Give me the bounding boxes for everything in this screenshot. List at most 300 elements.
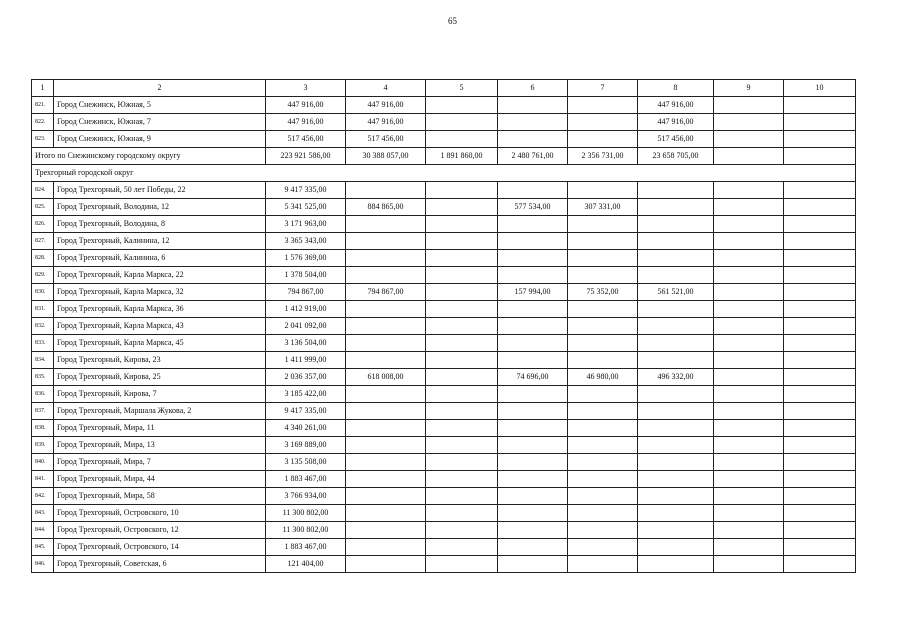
row-number: 828. (32, 250, 54, 267)
column-header: 9 (714, 80, 784, 97)
value-cell (498, 250, 568, 267)
value-cell (346, 352, 426, 369)
value-cell (426, 301, 498, 318)
value-cell (568, 216, 638, 233)
address-cell: Город Трехгорный, Карла Маркса, 45 (54, 335, 266, 352)
value-cell (568, 301, 638, 318)
value-cell (784, 420, 856, 437)
value-cell (498, 522, 568, 539)
value-cell (714, 267, 784, 284)
row-number: 842. (32, 488, 54, 505)
value-cell (784, 301, 856, 318)
value-cell (568, 97, 638, 114)
value-cell (714, 539, 784, 556)
value-cell (714, 403, 784, 420)
value-cell (568, 352, 638, 369)
value-cell: 447 916,00 (638, 114, 714, 131)
table-row (32, 97, 856, 114)
value-cell: 3 185 422,00 (266, 386, 346, 403)
row-number: 823. (32, 131, 54, 148)
address-cell: Город Трехгорный, Володина, 12 (54, 199, 266, 216)
value-cell (498, 539, 568, 556)
value-cell (346, 471, 426, 488)
value-cell (346, 216, 426, 233)
value-cell (714, 386, 784, 403)
address-cell: Город Трехгорный, Володина, 8 (54, 216, 266, 233)
value-cell: 447 916,00 (266, 97, 346, 114)
value-cell (426, 369, 498, 386)
table-row (32, 352, 856, 369)
value-cell (568, 505, 638, 522)
value-cell (714, 471, 784, 488)
value-cell: 561 521,00 (638, 284, 714, 301)
page-number: 65 (448, 16, 457, 26)
value-cell: 447 916,00 (346, 114, 426, 131)
row-number: 830. (32, 284, 54, 301)
value-cell: 3 169 889,00 (266, 437, 346, 454)
value-cell: 1 576 369,00 (266, 250, 346, 267)
value-cell (426, 539, 498, 556)
value-cell: 517 456,00 (346, 131, 426, 148)
value-cell (784, 335, 856, 352)
value-cell: 2 036 357,00 (266, 369, 346, 386)
column-header: 6 (498, 80, 568, 97)
column-header: 5 (426, 80, 498, 97)
value-cell (346, 335, 426, 352)
column-header: 10 (784, 80, 856, 97)
value-cell (498, 403, 568, 420)
value-cell: 1 378 504,00 (266, 267, 346, 284)
table-row (32, 216, 856, 233)
value-cell: 1 883 467,00 (266, 471, 346, 488)
value-cell (568, 522, 638, 539)
value-cell (784, 352, 856, 369)
value-cell (498, 301, 568, 318)
row-number: 836. (32, 386, 54, 403)
value-cell (426, 522, 498, 539)
value-cell (784, 131, 856, 148)
row-number: 833. (32, 335, 54, 352)
value-cell (568, 437, 638, 454)
address-cell: Город Трехгорный, Островского, 14 (54, 539, 266, 556)
value-cell (498, 386, 568, 403)
table-row (32, 539, 856, 556)
total-value-cell: 23 658 705,00 (638, 148, 714, 165)
row-number: 826. (32, 216, 54, 233)
value-cell (638, 539, 714, 556)
value-cell: 884 865,00 (346, 199, 426, 216)
value-cell (714, 437, 784, 454)
total-label: Итого по Снежинскому городскому округу (32, 148, 266, 165)
value-cell (638, 505, 714, 522)
value-cell (714, 352, 784, 369)
value-cell: 307 331,00 (568, 199, 638, 216)
row-number: 835. (32, 369, 54, 386)
table-row (32, 420, 856, 437)
total-value-cell: 223 921 586,00 (266, 148, 346, 165)
row-number: 824. (32, 182, 54, 199)
value-cell (638, 335, 714, 352)
total-value-cell: 2 480 761,00 (498, 148, 568, 165)
value-cell: 3 171 963,00 (266, 216, 346, 233)
value-cell (426, 284, 498, 301)
value-cell (346, 318, 426, 335)
row-number: 844. (32, 522, 54, 539)
value-cell (498, 454, 568, 471)
value-cell (714, 335, 784, 352)
value-cell (714, 420, 784, 437)
value-cell (346, 386, 426, 403)
row-number: 843. (32, 505, 54, 522)
value-cell (638, 386, 714, 403)
table-row (32, 454, 856, 471)
value-cell (638, 267, 714, 284)
value-cell (638, 471, 714, 488)
header-row (32, 80, 856, 97)
row-number: 834. (32, 352, 54, 369)
table-row (32, 199, 856, 216)
value-cell (426, 556, 498, 573)
address-cell: Город Трехгорный, Карла Маркса, 43 (54, 318, 266, 335)
value-cell (714, 284, 784, 301)
address-cell: Город Трехгорный, Мира, 44 (54, 471, 266, 488)
row-number: 840. (32, 454, 54, 471)
value-cell: 46 980,00 (568, 369, 638, 386)
value-cell: 577 534,00 (498, 199, 568, 216)
address-cell: Город Трехгорный, Кирова, 7 (54, 386, 266, 403)
section-row (32, 165, 856, 182)
address-cell: Город Трехгорный, Островского, 12 (54, 522, 266, 539)
table-row (32, 335, 856, 352)
row-number: 822. (32, 114, 54, 131)
value-cell (638, 488, 714, 505)
value-cell (568, 114, 638, 131)
row-number: 846. (32, 556, 54, 573)
value-cell (784, 233, 856, 250)
value-cell (346, 522, 426, 539)
value-cell (426, 335, 498, 352)
value-cell (638, 250, 714, 267)
value-cell (346, 250, 426, 267)
address-cell: Город Трехгорный, Карла Маркса, 32 (54, 284, 266, 301)
value-cell: 9 417 335,00 (266, 182, 346, 199)
row-number: 827. (32, 233, 54, 250)
value-cell: 9 417 335,00 (266, 403, 346, 420)
value-cell: 3 136 504,00 (266, 335, 346, 352)
value-cell (426, 318, 498, 335)
column-header: 1 (32, 80, 54, 97)
value-cell (714, 97, 784, 114)
value-cell (498, 471, 568, 488)
value-cell (638, 233, 714, 250)
value-cell (426, 199, 498, 216)
value-cell (784, 199, 856, 216)
row-number: 829. (32, 267, 54, 284)
row-number: 825. (32, 199, 54, 216)
value-cell (426, 352, 498, 369)
value-cell (568, 131, 638, 148)
table-row (32, 386, 856, 403)
value-cell (426, 114, 498, 131)
row-number: 832. (32, 318, 54, 335)
total-value-cell (714, 148, 784, 165)
value-cell (498, 131, 568, 148)
value-cell: 74 696,00 (498, 369, 568, 386)
value-cell (498, 505, 568, 522)
value-cell (568, 318, 638, 335)
address-cell: Город Трехгорный, Маршала Жукова, 2 (54, 403, 266, 420)
value-cell (714, 233, 784, 250)
value-cell (638, 318, 714, 335)
value-cell (784, 250, 856, 267)
value-cell: 447 916,00 (638, 97, 714, 114)
value-cell: 1 412 919,00 (266, 301, 346, 318)
value-cell: 1 411 999,00 (266, 352, 346, 369)
value-cell (714, 114, 784, 131)
column-header: 3 (266, 80, 346, 97)
table-row (32, 131, 856, 148)
table-row (32, 114, 856, 131)
value-cell (714, 488, 784, 505)
address-cell: Город Трехгорный, Кирова, 23 (54, 352, 266, 369)
value-cell (498, 114, 568, 131)
value-cell (784, 488, 856, 505)
value-cell: 794 867,00 (346, 284, 426, 301)
value-cell (426, 505, 498, 522)
value-cell (638, 182, 714, 199)
value-cell (568, 488, 638, 505)
value-cell (346, 301, 426, 318)
value-cell (638, 437, 714, 454)
address-cell: Город Трехгорный, Карла Маркса, 22 (54, 267, 266, 284)
value-cell: 517 456,00 (266, 131, 346, 148)
row-number: 837. (32, 403, 54, 420)
value-cell (498, 556, 568, 573)
value-cell (346, 233, 426, 250)
value-cell: 447 916,00 (346, 97, 426, 114)
table-row (32, 267, 856, 284)
table-row (32, 488, 856, 505)
value-cell (498, 420, 568, 437)
address-cell: Город Трехгорный, Калинина, 12 (54, 233, 266, 250)
address-cell: Город Трехгорный, Островского, 10 (54, 505, 266, 522)
address-cell: Город Трехгорный, Мира, 11 (54, 420, 266, 437)
value-cell (638, 199, 714, 216)
value-cell (714, 182, 784, 199)
value-cell (568, 454, 638, 471)
total-value-cell (784, 148, 856, 165)
value-cell: 11 300 802,00 (266, 505, 346, 522)
value-cell (426, 437, 498, 454)
value-cell (784, 369, 856, 386)
table-row (32, 182, 856, 199)
total-row (32, 148, 856, 165)
value-cell (638, 522, 714, 539)
total-value-cell: 2 356 731,00 (568, 148, 638, 165)
value-cell (426, 403, 498, 420)
value-cell: 4 340 261,00 (266, 420, 346, 437)
value-cell (426, 233, 498, 250)
value-cell (498, 352, 568, 369)
value-cell (784, 97, 856, 114)
value-cell (568, 403, 638, 420)
column-header: 8 (638, 80, 714, 97)
value-cell: 157 994,00 (498, 284, 568, 301)
address-cell: Город Трехгорный, Калинина, 6 (54, 250, 266, 267)
value-cell (714, 131, 784, 148)
value-cell: 794 867,00 (266, 284, 346, 301)
value-cell (498, 318, 568, 335)
value-cell (498, 97, 568, 114)
value-cell (426, 454, 498, 471)
value-cell (638, 403, 714, 420)
value-cell: 1 883 467,00 (266, 539, 346, 556)
table-row (32, 437, 856, 454)
value-cell (346, 182, 426, 199)
value-cell (426, 471, 498, 488)
value-cell (498, 488, 568, 505)
address-cell: Город Снежинск, Южная, 5 (54, 97, 266, 114)
value-cell (714, 199, 784, 216)
value-cell (784, 284, 856, 301)
value-cell (638, 556, 714, 573)
value-cell (714, 250, 784, 267)
value-cell (568, 335, 638, 352)
column-header: 7 (568, 80, 638, 97)
value-cell (498, 437, 568, 454)
value-cell (426, 97, 498, 114)
value-cell (498, 267, 568, 284)
total-value-cell: 1 891 860,00 (426, 148, 498, 165)
table-row (32, 505, 856, 522)
value-cell (426, 488, 498, 505)
value-cell (784, 471, 856, 488)
value-cell (784, 437, 856, 454)
total-value-cell: 30 388 057,00 (346, 148, 426, 165)
table-row (32, 522, 856, 539)
value-cell (426, 182, 498, 199)
address-cell: Город Трехгорный, Мира, 58 (54, 488, 266, 505)
value-cell (346, 505, 426, 522)
row-number: 845. (32, 539, 54, 556)
value-cell: 11 300 802,00 (266, 522, 346, 539)
value-cell (714, 369, 784, 386)
value-cell (346, 267, 426, 284)
value-cell (568, 556, 638, 573)
data-table (31, 79, 856, 573)
value-cell: 75 352,00 (568, 284, 638, 301)
address-cell: Город Снежинск, Южная, 9 (54, 131, 266, 148)
value-cell (784, 454, 856, 471)
value-cell (714, 318, 784, 335)
value-cell (426, 420, 498, 437)
table-row (32, 318, 856, 335)
table-row (32, 403, 856, 420)
value-cell (346, 488, 426, 505)
address-cell: Город Трехгорный, Советская, 6 (54, 556, 266, 573)
table-row (32, 250, 856, 267)
table-row (32, 556, 856, 573)
value-cell (346, 403, 426, 420)
value-cell (714, 301, 784, 318)
value-cell (568, 386, 638, 403)
value-cell (426, 131, 498, 148)
value-cell (638, 216, 714, 233)
table-row (32, 233, 856, 250)
value-cell: 496 332,00 (638, 369, 714, 386)
value-cell (498, 182, 568, 199)
value-cell: 121 404,00 (266, 556, 346, 573)
value-cell (498, 216, 568, 233)
value-cell: 3 766 934,00 (266, 488, 346, 505)
value-cell (346, 454, 426, 471)
value-cell (568, 420, 638, 437)
value-cell (638, 301, 714, 318)
value-cell (714, 556, 784, 573)
table-row (32, 471, 856, 488)
value-cell (784, 522, 856, 539)
address-cell: Город Трехгорный, Карла Маркса, 36 (54, 301, 266, 318)
value-cell: 2 041 092,00 (266, 318, 346, 335)
value-cell (638, 454, 714, 471)
row-number: 831. (32, 301, 54, 318)
address-cell: Город Трехгорный, Мира, 13 (54, 437, 266, 454)
table-row (32, 369, 856, 386)
address-cell: Город Трехгорный, 50 лет Победы, 22 (54, 182, 266, 199)
value-cell (784, 556, 856, 573)
value-cell (568, 233, 638, 250)
value-cell: 447 916,00 (266, 114, 346, 131)
address-cell: Город Трехгорный, Мира, 7 (54, 454, 266, 471)
value-cell (638, 352, 714, 369)
table-row (32, 284, 856, 301)
value-cell (568, 539, 638, 556)
value-cell (498, 233, 568, 250)
value-cell (784, 318, 856, 335)
value-cell (784, 114, 856, 131)
value-cell (346, 539, 426, 556)
value-cell (498, 335, 568, 352)
value-cell (638, 420, 714, 437)
value-cell: 3 365 343,00 (266, 233, 346, 250)
value-cell (714, 522, 784, 539)
section-title: Трехгорный городской округ (32, 165, 856, 182)
value-cell (714, 216, 784, 233)
column-header: 4 (346, 80, 426, 97)
row-number: 821. (32, 97, 54, 114)
value-cell (784, 267, 856, 284)
value-cell: 517 456,00 (638, 131, 714, 148)
value-cell (784, 505, 856, 522)
row-number: 841. (32, 471, 54, 488)
value-cell: 618 008,00 (346, 369, 426, 386)
value-cell (714, 454, 784, 471)
value-cell (784, 403, 856, 420)
value-cell: 3 135 508,00 (266, 454, 346, 471)
value-cell (426, 216, 498, 233)
table-row (32, 301, 856, 318)
row-number: 839. (32, 437, 54, 454)
value-cell (714, 505, 784, 522)
value-cell (568, 267, 638, 284)
value-cell (346, 437, 426, 454)
value-cell (426, 250, 498, 267)
row-number: 838. (32, 420, 54, 437)
value-cell (346, 420, 426, 437)
value-cell (426, 267, 498, 284)
value-cell (568, 250, 638, 267)
value-cell (784, 216, 856, 233)
